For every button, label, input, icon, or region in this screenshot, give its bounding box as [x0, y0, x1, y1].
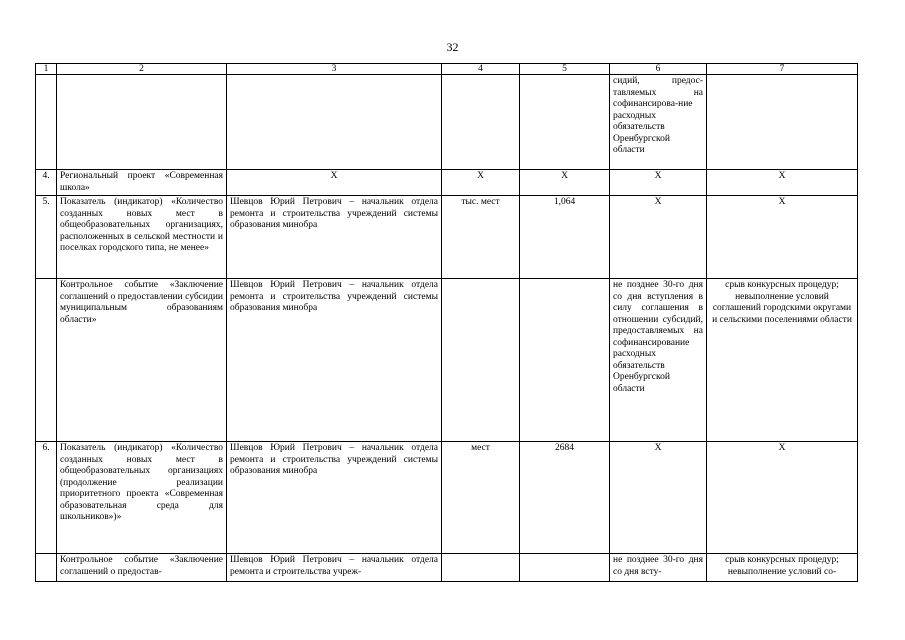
- header-cell: 1: [36, 64, 57, 75]
- row-name: Контрольное событие «Заключение соглашений о предостав-: [57, 554, 227, 582]
- row-responsible: Шевцов Юрий Петрович – начальник отдела ремонта и строительства учреж-: [227, 554, 442, 582]
- row-name: Показатель (индикатор) «Количество созданных новых мест в общеобразовательных организациях (продолжение реализации приоритетного проекта «Современная образовательная среда для школьников»)»: [57, 442, 227, 554]
- row-number: [36, 554, 57, 582]
- row-unit: [442, 279, 520, 442]
- row-name: Контрольное событие «Заключение соглашений о предоставлении субсидии муниципальным образованиям области»: [57, 279, 227, 442]
- table-header-row: [36, 64, 858, 75]
- row-responsible: Шевцов Юрий Петрович – начальник отдела ремонта и строительства учреждений системы образования минобра: [227, 279, 442, 442]
- table-row: [36, 442, 858, 554]
- row-term: не позднее 30-го дня со дня вступления в силу соглашения в отношении субсидий, предоставляемых на софинансирование расходных обязательств Оренбургской области: [610, 279, 707, 442]
- row-unit: [442, 554, 520, 582]
- row-term: не позднее 30-го дня со дня всту-: [610, 554, 707, 582]
- row-value: 1,064: [520, 196, 610, 279]
- row-value: [520, 75, 610, 170]
- row-risk: Х: [707, 442, 858, 554]
- row-name: [57, 75, 227, 170]
- page-number: 32: [446, 40, 459, 54]
- table-row: [36, 554, 858, 582]
- header-cell: 4: [442, 64, 520, 75]
- table-row: [36, 75, 858, 170]
- row-risk: [707, 75, 858, 170]
- row-risk: Х: [707, 170, 858, 196]
- row-responsible: Шевцов Юрий Петрович – начальник отдела ремонта и строительства учреждений системы образования минобра: [227, 196, 442, 279]
- row-risk: Х: [707, 196, 858, 279]
- row-term: Х: [610, 170, 707, 196]
- row-value: Х: [520, 170, 610, 196]
- row-name: Показатель (индикатор) «Количество созданных новых мест в общеобразовательных организациях, расположенных в сельской местности и поселках городского типа, не менее»: [57, 196, 227, 279]
- table-row: [36, 170, 858, 196]
- header-cell: 3: [227, 64, 442, 75]
- row-value: [520, 554, 610, 582]
- row-responsible: Шевцов Юрий Петрович – начальник отдела ремонта и строительства учреждений системы образования минобра: [227, 442, 442, 554]
- row-term: Х: [610, 196, 707, 279]
- row-unit: Х: [442, 170, 520, 196]
- row-term: сидий, предос-тавляемых на софинансирова-ние расходных обязательств Оренбургской области: [610, 75, 707, 170]
- row-number: 4.: [36, 170, 57, 196]
- plan-table: [35, 63, 858, 582]
- row-number: 6.: [36, 442, 57, 554]
- row-value: 2684: [520, 442, 610, 554]
- row-risk: срыв конкурсных процедур; невыполнение условий со-: [707, 554, 858, 582]
- row-responsible: Х: [227, 170, 442, 196]
- row-number: [36, 279, 57, 442]
- row-term: Х: [610, 442, 707, 554]
- row-number: 5.: [36, 196, 57, 279]
- row-number: [36, 75, 57, 170]
- table-row: [36, 279, 858, 442]
- header-cell: 5: [520, 64, 610, 75]
- row-responsible: [227, 75, 442, 170]
- row-name: Региональный проект «Современная школа»: [57, 170, 227, 196]
- row-unit: мест: [442, 442, 520, 554]
- row-value: [520, 279, 610, 442]
- row-unit: [442, 75, 520, 170]
- header-cell: 7: [707, 64, 858, 75]
- row-unit: тыс. мест: [442, 196, 520, 279]
- header-cell: 6: [610, 64, 707, 75]
- header-cell: 2: [57, 64, 227, 75]
- row-risk: срыв конкурсных процедур; невыполнение условий соглашений городскими округами и сельскими поселениями области: [707, 279, 858, 442]
- table-row: [36, 196, 858, 279]
